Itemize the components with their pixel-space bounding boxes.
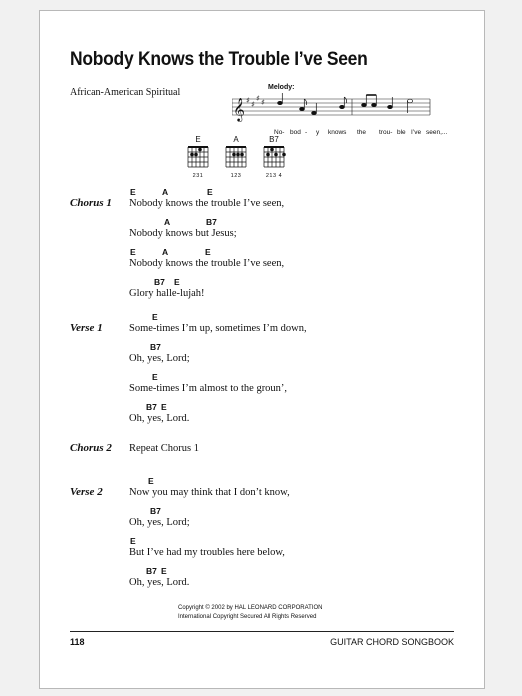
chord-diagram-name: B7 [269,135,279,144]
chord-symbol: A [162,247,169,257]
melody-syllable: knows [328,129,347,136]
sharp-icon: ♯ [256,94,260,103]
lyric-line: Oh, yes, Lord. [129,577,190,588]
copyright-line: International Copyright Secured All Rights Reserved [178,613,317,620]
lyric-line: Glory halle-lujah! [129,288,205,299]
melody-syllable: y [316,129,320,136]
chord-symbol: A [164,217,171,227]
melody-syllable: seen,... [426,129,448,136]
melody-syllable: - [305,129,308,136]
book-title: GUITAR CHORD SONGBOOK [330,637,454,647]
sharp-icon: ♯ [251,100,255,109]
lyric-line: Oh, yes, Lord; [129,353,190,364]
sharp-icon: ♯ [246,96,250,105]
chord-diagram-b7 [261,135,287,179]
melody-syllable: No- [274,129,285,136]
chord-diagram-name: E [195,135,201,144]
section-label-chorus-1: Chorus 1 [70,197,112,209]
chord-symbol: E [130,247,136,257]
melody-notes [278,93,413,115]
song-author: African-American Spiritual [70,87,181,98]
melody-syllable: bod [290,129,301,136]
chord-symbol: B7 [150,342,161,352]
chord-fingering: 123 [230,173,242,179]
chord-grid-icon [185,144,211,168]
chord-symbol: E [205,247,211,257]
treble-clef-icon: 𝄞 [233,97,245,121]
chord-symbol: E [148,476,154,486]
lyric-line: Nobody knows the trouble I’ve seen, [129,258,285,269]
chord-diagram-e [185,135,211,179]
chord-symbol: B7 [206,217,217,227]
lyric-line: Oh, yes, Lord; [129,517,190,528]
melody-syllable: trou- [379,129,393,136]
chord-symbol: E [152,372,158,382]
chord-symbol: B7 [154,277,165,287]
chord-symbol: B7 [150,506,161,516]
section-label-verse-1: Verse 1 [70,322,103,334]
lyric-line: Nobody knows but Jesus; [129,228,237,239]
chord-fingering: 231 [192,173,204,179]
melody-syllable: the [357,129,367,136]
chord-grid-icon [223,144,249,168]
chord-symbol: E [130,187,136,197]
melody-syllable: I’ve [411,129,422,136]
chord-symbol: E [152,312,158,322]
chord-grid-icon [261,144,287,168]
melody-label: Melody: [268,84,295,91]
chord-symbol: A [162,187,169,197]
copyright-notice [178,604,322,621]
song-title: Nobody Knows the Trouble I’ve Seen [70,49,368,70]
lyric-line: But I’ve had my troubles here below, [129,547,285,558]
section-label-verse-2: Verse 2 [70,486,103,498]
copyright-line: Copyright © 2002 by HAL LEONARD CORPORATION [178,605,323,611]
chord-symbol: E [161,566,167,576]
melody-staff [232,89,432,125]
chord-symbol: E [130,536,136,546]
chord-diagram-a [223,135,249,179]
section-label-chorus-2: Chorus 2 [70,442,112,454]
chord-symbol: E [161,402,167,412]
sharp-icon: ♯ [261,98,265,107]
melody-syllable: ble [397,129,406,136]
chord-symbol: B7 [146,402,157,412]
repeat-instruction: Repeat Chorus 1 [129,443,199,454]
chord-symbol: B7 [146,566,157,576]
lyric-line: Some-times I’m up, sometimes I’m down, [129,323,307,334]
chord-fingering: 213 4 [265,173,283,179]
lyric-line: Now you may think that I don’t know, [129,487,290,498]
footer-divider [70,631,454,632]
lyric-line: Some-times I’m almost to the groun’, [129,383,288,394]
song-page [39,10,485,689]
lyric-line: Oh, yes, Lord. [129,413,190,424]
chord-symbol: E [207,187,213,197]
lyric-line: Nobody knows the trouble I’ve seen, [129,198,285,209]
chord-symbol: E [174,277,180,287]
page-number: 118 [70,637,85,647]
chord-diagram-name: A [233,135,239,144]
